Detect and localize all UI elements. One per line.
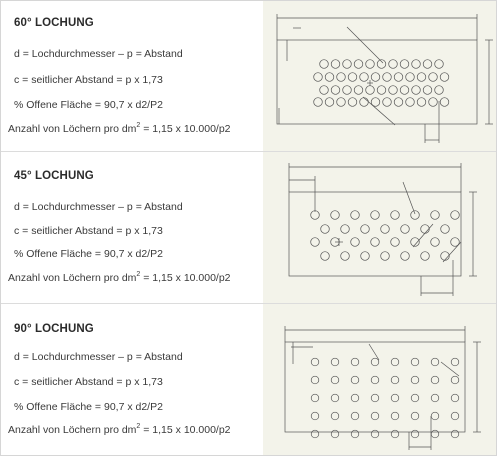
hole <box>451 376 459 384</box>
hole <box>354 60 363 69</box>
hole <box>431 376 439 384</box>
hole <box>423 86 432 95</box>
hole <box>360 73 369 82</box>
hole <box>371 98 380 107</box>
hole <box>331 86 340 95</box>
hole <box>366 86 375 95</box>
hole <box>421 225 430 234</box>
hole <box>311 376 319 384</box>
technical-drawing-60 <box>263 1 496 151</box>
hole <box>391 412 399 420</box>
hole <box>431 394 439 402</box>
hole <box>401 252 410 261</box>
section-title: 45° LOCHUNG <box>14 170 94 182</box>
hole <box>351 412 359 420</box>
hole <box>311 394 319 402</box>
hole <box>351 211 360 220</box>
hole <box>394 98 403 107</box>
section-60-degree <box>1 1 496 152</box>
hole <box>421 252 430 261</box>
hole <box>341 225 350 234</box>
hole <box>361 225 370 234</box>
hole <box>320 86 329 95</box>
section-45-degree <box>1 152 496 304</box>
hole <box>412 86 421 95</box>
formula-line-hole-count: Anzahl von Löchern pro $dm^2 = 1,15$ x 10.000/p2 <box>8 122 231 135</box>
hole <box>411 412 419 420</box>
formula-panel-90 <box>1 304 263 455</box>
hole <box>411 430 419 438</box>
hole <box>351 394 359 402</box>
hole <box>351 430 359 438</box>
formula-line-diameter: d = Lochdurchmesser – p = Abstand <box>14 351 183 363</box>
hole <box>371 412 379 420</box>
hole <box>331 430 339 438</box>
hole <box>314 98 323 107</box>
hole <box>429 73 438 82</box>
hole <box>412 60 421 69</box>
hole <box>331 60 340 69</box>
hole <box>391 358 399 366</box>
hole <box>451 358 459 366</box>
hole <box>451 238 460 247</box>
formula-line-hole-count: Anzahl von Löchern pro $dm^2 = 1,15$ x 10.000/p2 <box>8 271 231 284</box>
hole <box>381 252 390 261</box>
hole <box>400 86 409 95</box>
hole <box>401 225 410 234</box>
dimension-line <box>363 97 395 125</box>
hole <box>337 98 346 107</box>
hole <box>431 238 440 247</box>
hole <box>423 60 432 69</box>
hole <box>377 86 386 95</box>
hole <box>391 394 399 402</box>
hole <box>451 412 459 420</box>
hole <box>406 73 415 82</box>
formula-line-hole-count: Anzahl von Löchern pro $dm^2 = 1,15$ x 10.000/p2 <box>8 423 231 436</box>
hole <box>391 211 400 220</box>
hole <box>381 225 390 234</box>
hole <box>440 73 449 82</box>
hole <box>411 358 419 366</box>
hole <box>435 60 444 69</box>
hole <box>371 211 380 220</box>
hole <box>391 430 399 438</box>
hole <box>431 211 440 220</box>
dimension-line <box>347 27 383 63</box>
hole <box>451 394 459 402</box>
hole <box>348 98 357 107</box>
hole <box>411 376 419 384</box>
plate-outline <box>277 40 477 124</box>
formula-line-side-distance: c = seitlicher Abstand = p x 1,73 <box>14 74 163 86</box>
hole <box>417 73 426 82</box>
hole <box>417 98 426 107</box>
formula-line-open-area: % Offene Fläche = 90,7 x d2/P2 <box>14 248 163 260</box>
technical-drawing-45 <box>263 152 496 303</box>
hole <box>371 73 380 82</box>
hole <box>351 358 359 366</box>
formula-line-diameter: d = Lochdurchmesser – p = Abstand <box>14 48 183 60</box>
hole <box>311 412 319 420</box>
hole <box>348 73 357 82</box>
hole <box>411 211 420 220</box>
hole <box>371 394 379 402</box>
hole <box>394 73 403 82</box>
hole <box>371 358 379 366</box>
hole <box>354 86 363 95</box>
hole <box>431 358 439 366</box>
formula-panel-60 <box>1 1 263 151</box>
hole <box>321 225 330 234</box>
hole <box>371 430 379 438</box>
hole <box>341 252 350 261</box>
hole <box>351 238 360 247</box>
hole <box>321 252 330 261</box>
hole <box>311 358 319 366</box>
hole <box>311 238 320 247</box>
hole <box>331 358 339 366</box>
hole <box>361 252 370 261</box>
formula-line-side-distance: c = seitlicher Abstand = p x 1,73 <box>14 225 163 237</box>
hole <box>431 412 439 420</box>
hole <box>331 412 339 420</box>
hole <box>371 376 379 384</box>
hole <box>389 86 398 95</box>
hole <box>331 376 339 384</box>
hole <box>325 98 334 107</box>
section-title: 60° LOCHUNG <box>14 17 94 29</box>
hole <box>331 211 340 220</box>
hole <box>343 60 352 69</box>
hole <box>343 86 352 95</box>
formula-line-open-area: % Offene Fläche = 90,7 x d2/P2 <box>14 401 163 413</box>
hole <box>406 98 415 107</box>
formula-panel-45 <box>1 152 263 303</box>
hole <box>383 73 392 82</box>
dimension-line <box>441 362 459 376</box>
formula-line-open-area: % Offene Fläche = 90,7 x d2/P2 <box>14 99 163 111</box>
hole <box>311 430 319 438</box>
hole <box>451 430 459 438</box>
hole <box>314 73 323 82</box>
dimension-line <box>413 224 433 247</box>
hole <box>325 73 334 82</box>
hole <box>435 86 444 95</box>
dimension-line <box>403 182 415 214</box>
hole <box>320 60 329 69</box>
hole <box>331 394 339 402</box>
formula-line-side-distance: c = seitlicher Abstand = p x 1,73 <box>14 376 163 388</box>
formula-line-diameter: d = Lochdurchmesser – p = Abstand <box>14 201 183 213</box>
hole <box>337 73 346 82</box>
hole <box>431 430 439 438</box>
section-90-degree <box>1 304 496 455</box>
hole <box>451 211 460 220</box>
hole <box>391 376 399 384</box>
hole <box>389 60 398 69</box>
hole <box>441 225 450 234</box>
hole <box>366 60 375 69</box>
hole <box>391 238 400 247</box>
hole <box>360 98 369 107</box>
hole <box>411 394 419 402</box>
section-title: 90° LOCHUNG <box>14 323 94 335</box>
hole <box>429 98 438 107</box>
technical-drawing-90 <box>263 304 496 455</box>
hole <box>440 98 449 107</box>
hole <box>383 98 392 107</box>
hole <box>351 376 359 384</box>
hole <box>377 60 386 69</box>
hole <box>400 60 409 69</box>
hole <box>371 238 380 247</box>
dimension-line <box>369 344 379 360</box>
